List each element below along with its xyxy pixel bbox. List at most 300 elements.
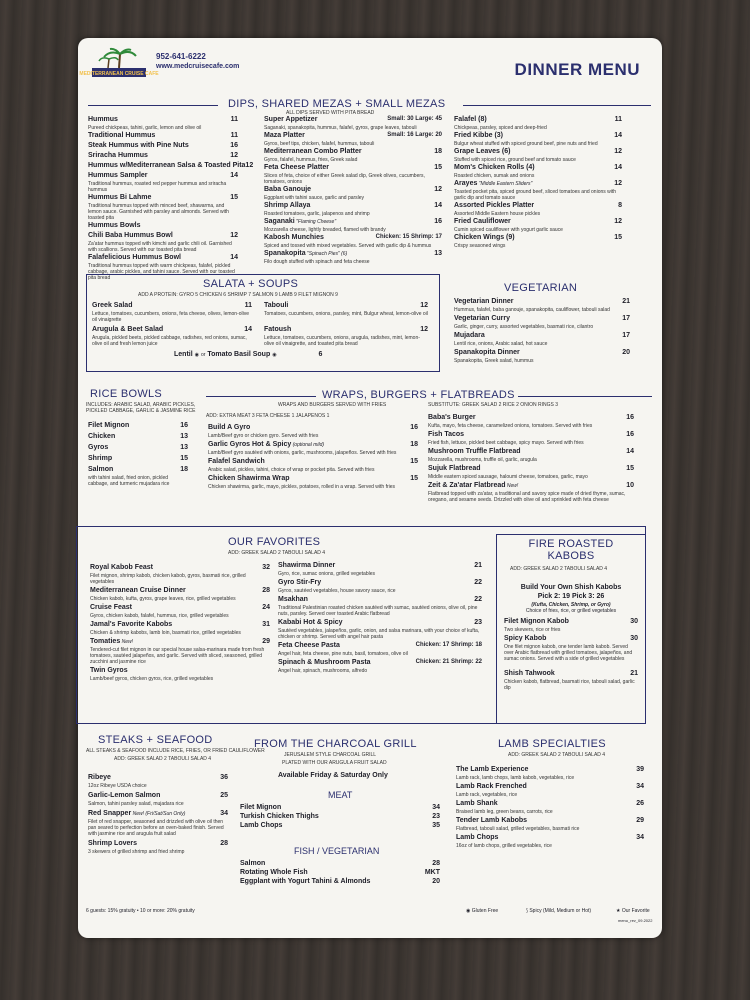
menu-item-name: Feta Cheese Platter xyxy=(264,164,329,171)
menu-item-price: 14 xyxy=(230,172,238,179)
menu-item-price: 35 xyxy=(432,822,440,829)
menu-item-name: Chicken xyxy=(88,433,116,440)
menu-item-description: Lettuce, tomatoes, cucumbers, onions, feta cheese, olives, lemon-olive oil vinaigrette xyxy=(92,311,250,323)
meat-title: MEAT xyxy=(328,790,353,800)
menu-item-description: Chicken kabob, flatbread, basmati rice, tabouli salad, garlic dip xyxy=(504,679,635,691)
menu-item xyxy=(88,172,238,179)
kabob-option-desc: Choice of fries, rice, or grilled vegetables xyxy=(525,608,617,614)
section-title-grill: FROM THE CHARCOAL GRILL xyxy=(254,738,417,750)
menu-item-price: 30 xyxy=(630,635,638,642)
menu-item-name: Baba's Burger xyxy=(428,414,476,421)
menu-item xyxy=(264,132,442,139)
menu-item-description: Traditional hummus, roasted red pepper hummus and sriracha hummus xyxy=(88,181,227,193)
menu-item-name: Mom's Chicken Rolls (4) xyxy=(454,164,535,171)
menu-item-price: 11 xyxy=(244,302,252,309)
wraps-add: ADD: EXTRA MEAT 3 FETA CHEESE 1 JALAPENOS 1 xyxy=(206,413,330,419)
menu-item xyxy=(264,164,442,171)
menu-item-price: 31 xyxy=(262,621,270,628)
menu-item-name: Filet Mignon xyxy=(88,422,130,429)
menu-item-name: Shawirma Dinner xyxy=(278,562,336,569)
menu-item-description: Angel hair, feta cheese, pine nuts, basil, tomatoes, olive oil xyxy=(278,651,408,657)
menu-item-description: Tendered-cut filet mignon in our special house salsa-marinara made from fresh tomatoes, sautéed jalapeños, and garlic. Served with sliced, seasoned, grilled zucchini and jasmine rice xyxy=(90,647,265,665)
menu-item-name: The Lamb Experience xyxy=(456,766,529,773)
menu-item xyxy=(264,218,442,225)
menu-item-name: Steak Hummus with Pine Nuts xyxy=(88,142,189,149)
menu-item-name: Msakhan xyxy=(278,596,308,603)
menu-item-price: 12 xyxy=(614,218,622,225)
menu-item-price: 15 xyxy=(180,455,188,462)
menu-item-description: Roasted tomatoes, garlic, jalapenos and shrimp xyxy=(264,211,370,217)
menu-item-price: 15 xyxy=(410,458,418,465)
menu-item-price: 14 xyxy=(614,164,622,171)
menu-item-price: 29 xyxy=(262,638,270,645)
gluten-free-icon: ◉ xyxy=(466,908,471,914)
menu-item xyxy=(504,635,638,642)
menu-item-description: Traditional hummus topped with warm chickpeas, falafel, pickled cabbage, arabic pickles, and tahini sauce. Served with our toasted pita bread xyxy=(88,263,235,281)
menu-item-name: Maza Platter xyxy=(264,132,305,139)
menu-item-name: Salmon xyxy=(88,466,114,473)
menu-item-price: 23 xyxy=(474,619,482,626)
menu-item xyxy=(90,667,270,674)
menu-item-name: Ribeye xyxy=(88,774,111,781)
menu-item-description: Mozzarella cheese, lightly breaded, flamed with brandy xyxy=(264,227,386,233)
menu-item-name: Saganaki "Flaming Cheese" xyxy=(264,218,337,225)
menu-item-name: Hummus Bi Lahme xyxy=(88,194,152,201)
menu-item-price: 39 xyxy=(636,766,644,773)
phone-number[interactable]: 952-641-6222 xyxy=(156,52,206,61)
menu-item-description: Lamb rack, vegetables, rice xyxy=(456,792,518,798)
menu-item-tag: "Spinach Pies" (6) xyxy=(305,251,348,257)
menu-item-price: 12 xyxy=(230,152,238,159)
divider xyxy=(463,105,651,106)
menu-item xyxy=(278,659,482,666)
menu-item-description: Eggplant with tahini sauce, garlic and parsley xyxy=(264,195,365,201)
menu-item-price: 16 xyxy=(180,422,188,429)
menu-item-description: Gyros, sautéed vegetables, house savory sauce, rice xyxy=(278,588,396,594)
menu-item xyxy=(428,448,634,455)
menu-item-price: 21 xyxy=(622,298,630,305)
menu-item xyxy=(208,424,418,431)
menu-item-price: Chicken: 21 Shrimp: 22 xyxy=(415,659,482,665)
menu-item-price: 22 xyxy=(474,596,482,603)
menu-item xyxy=(90,638,270,645)
menu-item-price: 16 xyxy=(410,424,418,431)
menu-item-price: 25 xyxy=(220,792,228,799)
menu-item-name: Chili Baba Hummus Bowl xyxy=(88,232,173,239)
menu-item xyxy=(92,326,252,333)
menu-item xyxy=(88,840,228,847)
lentil-soup: Lentil xyxy=(174,351,193,358)
menu-item-description: Chicken & shrimp kabobs, lamb loin, basmati rice, grilled vegetables xyxy=(90,630,241,636)
menu-item xyxy=(454,218,622,225)
menu-item-price: 16 xyxy=(434,218,442,225)
or-label: or xyxy=(200,352,206,358)
menu-item-price: 24 xyxy=(262,604,270,611)
menu-item-name: Tabouli xyxy=(264,302,289,309)
menu-item xyxy=(264,202,442,209)
menu-item-name: Tomaties New! xyxy=(90,638,133,645)
section-title-dips: DIPS, SHARED MEZAS + SMALL MEZAS xyxy=(228,98,446,110)
divider xyxy=(518,396,652,397)
menu-item-name: Chicken Wings (9) xyxy=(454,234,515,241)
menu-item-price: MKT xyxy=(424,869,440,876)
menu-item-name: Falafel Sandwich xyxy=(208,458,265,465)
menu-item-description: 16oz of lamb chops, grilled vegetables, rice xyxy=(456,843,552,849)
menu-item xyxy=(264,302,428,309)
menu-item xyxy=(240,869,440,876)
svg-text:MEDITERRANEAN CRUISE CAFE: MEDITERRANEAN CRUISE CAFE xyxy=(79,71,159,77)
menu-item-price: Chicken: 15 Shrimp: 17 xyxy=(375,234,442,240)
menu-item xyxy=(88,792,228,799)
menu-item xyxy=(88,254,238,261)
menu-item-description: Spanakopita, Greek salad, hummus xyxy=(454,358,534,364)
menu-item xyxy=(88,162,254,169)
menu-item-name: Filet Mignon xyxy=(240,804,282,811)
menu-item-name: Grape Leaves (6) xyxy=(454,148,511,155)
menu-item-price: 28 xyxy=(432,860,440,867)
menu-item-description: Crispy seasoned wings xyxy=(454,243,506,249)
menu-item xyxy=(90,564,270,571)
menu-item-price: 12 xyxy=(614,148,622,155)
menu-item-name: Fatoush xyxy=(264,326,292,333)
menu-item-name: Shrimp Lovers xyxy=(88,840,138,847)
menu-item-price: 12 xyxy=(245,162,254,169)
menu-item xyxy=(454,298,630,305)
menu-item-price: 12 xyxy=(434,186,442,193)
menu-item-name: Hummus w/Mediterranean Salsa & Toasted Pita xyxy=(88,162,246,169)
menu-item xyxy=(504,618,638,625)
menu-item xyxy=(278,562,482,569)
menu-item-description: Za'atar hummus topped with kimchi and garlic chili oil. Garnished with scallions. Served with our toasted pita bread xyxy=(88,241,232,253)
menu-item-name: Shish Tahwook xyxy=(504,670,555,677)
grill-sub1: JERUSALEM STYLE CHARCOAL GRILL xyxy=(284,752,377,758)
menu-item xyxy=(240,813,440,820)
menu-item-name: Spinach & Mushroom Pasta xyxy=(278,659,371,666)
menu-item-description: Middle eastern spiced sausage, haloumi cheese, tomatoes, garlic, mayo xyxy=(428,474,588,480)
menu-item-name: Hummus Sampler xyxy=(88,172,148,179)
menu-item-tag: New! (Fri/Sat/Sun Only) xyxy=(131,811,186,817)
menu-item xyxy=(454,315,630,322)
menu-item xyxy=(208,441,418,448)
menu-item-price: 20 xyxy=(432,878,440,885)
menu-item xyxy=(278,619,482,626)
menu-item xyxy=(88,152,238,159)
menu-item-price: 15 xyxy=(230,194,238,201)
menu-item-name: Sriracha Hummus xyxy=(88,152,148,159)
menu-item-description: Gyros, falafel, hummus, fries, Greek salad xyxy=(264,157,358,163)
menu-item-name: Lamb Shank xyxy=(456,800,498,807)
menu-item-description: Gyro, rice, sumac onions, grilled vegetables xyxy=(278,571,375,577)
menu-item-tag: New! xyxy=(505,483,519,489)
legend-favorite xyxy=(616,908,650,914)
menu-item xyxy=(88,116,238,123)
menu-item-description: 12oz Ribeye USDA choice xyxy=(88,783,147,789)
menu-item xyxy=(240,860,440,867)
menu-item xyxy=(264,326,428,333)
menu-item xyxy=(88,455,188,462)
menu-item-name: Assorted Pickles Platter xyxy=(454,202,535,209)
menu-item xyxy=(454,202,622,209)
menu-item-name: Shrimp Allaya xyxy=(264,202,311,209)
menu-item-name: Feta Cheese Pasta xyxy=(278,642,340,649)
menu-item-price: 14 xyxy=(626,448,634,455)
menu-item-price: 21 xyxy=(630,670,638,677)
menu-item-price: 28 xyxy=(262,587,270,594)
menu-item xyxy=(454,180,622,187)
grill-availability: Available Friday & Saturday Only xyxy=(278,772,388,779)
menu-item-name: Falafel (8) xyxy=(454,116,487,123)
menu-item xyxy=(92,302,252,309)
fish-title: FISH / VEGETARIAN xyxy=(294,846,380,856)
menu-item-price: Small: 30 Large: 45 xyxy=(387,116,442,122)
menu-item-name: Twin Gyros xyxy=(90,667,128,674)
steaks-sub1: ALL STEAKS & SEAFOOD INCLUDE RICE, FRIES, OR FRIED CAULIFLOWER xyxy=(86,748,265,754)
star-icon: ★ xyxy=(616,908,621,914)
menu-item-description: Cumin spiced cauliflower with yogurt garlic sauce xyxy=(454,227,563,233)
menu-item xyxy=(88,132,238,139)
menu-item-name: Traditional Hummus xyxy=(88,132,156,139)
menu-item-description: Braised lamb leg, green beans, carrots, rice xyxy=(456,809,553,815)
menu-item-description: Spiced and tossed with mixed vegetables. Served with garlic dip & hummus xyxy=(264,243,432,249)
menu-item xyxy=(90,587,270,594)
menu-item xyxy=(454,332,630,339)
menu-item-price: Chicken: 17 Shrimp: 18 xyxy=(415,642,482,648)
menu-item-price: 15 xyxy=(626,465,634,472)
menu-item-name: Rotating Whole Fish xyxy=(240,869,308,876)
menu-item-description: Gyros, beef tips, chicken, falafel, hummus, tabouli xyxy=(264,141,375,147)
menu-item-price: 15 xyxy=(434,164,442,171)
menu-item xyxy=(456,783,644,790)
menu-item-description: Flatbread, tabouli salad, grilled vegetables, basmati rice xyxy=(456,826,580,832)
menu-item xyxy=(454,116,622,123)
menu-item-price: 12 xyxy=(420,302,428,309)
menu-item-description: with tahini salad, fried onion, pickled cabbage, and turmeric mujadara rice xyxy=(88,475,170,487)
menu-item-description: Filo dough stuffed with spinach and feta cheese xyxy=(264,259,370,265)
menu-item-description: Lamb/Beef gyro sautéed with onions, garlic, mushrooms, jalapeños. Served with fries xyxy=(208,450,397,456)
website-link[interactable]: www.medcruisecafe.com xyxy=(156,63,240,70)
menu-item xyxy=(208,475,418,482)
soup-price: 6 xyxy=(318,351,323,358)
menu-item xyxy=(454,132,622,139)
wraps-subtitle: WRAPS AND BURGERS SERVED WITH FRIES xyxy=(278,402,387,408)
menu-item-name: Gyro Stir-Fry xyxy=(278,579,322,586)
menu-item-name: Fried Kibbe (3) xyxy=(454,132,504,139)
menu-item xyxy=(240,878,440,885)
menu-item-price: 34 xyxy=(636,783,644,790)
menu-item-description: Lettuce, tomatoes, cucumbers, onions, arugula, radishes, mint, lemon-olive oil vinaigrette, and toasted pita bread xyxy=(264,335,420,347)
menu-item-name: Mediterranean Cruise Dinner xyxy=(90,587,186,594)
menu-item-price: 16 xyxy=(626,431,634,438)
menu-item-price: 34 xyxy=(220,810,228,817)
menu-item-description: Traditional Palestinian roasted chicken sautéed with sumac, sautéed onions, olive oil, pine nuts, parsley. Served over toasted Arabic flatbread xyxy=(278,605,478,617)
section-title-favorites: OUR FAVORITES xyxy=(228,536,321,548)
grill-sub2: PLATED WITH OUR ARUGULA FRUIT SALAD xyxy=(282,760,387,766)
legend-spicy-label: Spicy (Mild, Medium or Hot) xyxy=(529,908,592,914)
menu-item-description: Roasted chicken, sumak and onions xyxy=(454,173,535,179)
menu-item-description: Salmon, tahini parsley salad, mujadara rice xyxy=(88,801,184,807)
menu-item xyxy=(90,604,270,611)
menu-item-price: 11 xyxy=(230,132,238,139)
menu-item-description: Filet of red snapper, seasoned and drizzled with olive oil then pan seared to perfection before an oven-baked finish. Served with jasmine rice and arugula fruit salad xyxy=(88,819,224,837)
menu-item-price: 22 xyxy=(474,579,482,586)
menu-item-description: Lamb rack, lamb chops, lamb kabob, vegetables, rice xyxy=(456,775,575,781)
menu-item-name: Baba Ganouje xyxy=(264,186,312,193)
menu-item-description: Sautéed vegetables, jalapeños, garlic, onion, and salsa marinara, with your choice of kufta, chicken or shrimp. Served with angel hair pasta xyxy=(278,628,480,640)
menu-item-name: Greek Salad xyxy=(92,302,133,309)
menu-item-price: 30 xyxy=(630,618,638,625)
menu-item-description: Arugula, pickled beets, pickled cabbage, radishes, red onions, sumac, olive oil and fresh lemon juice xyxy=(92,335,247,347)
menu-item-price: 34 xyxy=(636,834,644,841)
menu-item-name: Falafelicious Hummus Bowl xyxy=(88,254,181,261)
legend-fav-label: Our Favorite xyxy=(621,908,650,914)
menu-item xyxy=(456,834,644,841)
menu-item-name: Mujadara xyxy=(454,332,485,339)
menu-item-name: Sujuk Flatbread xyxy=(428,465,481,472)
menu-item-name: Cruise Feast xyxy=(90,604,133,611)
legend-gf-label: Gluten Free xyxy=(471,908,499,914)
menu-item-name: Vegetarian Dinner xyxy=(454,298,514,305)
menu-item-name: Spanakopita "Spinach Pies" (6) xyxy=(264,250,348,257)
menu-item-price: 8 xyxy=(618,202,622,209)
menu-item-name: Vegetarian Curry xyxy=(454,315,511,322)
soup-line: Lentil ◉ or Tomato Basil Soup ◉ 6 xyxy=(174,351,323,358)
menu-item-price: 18 xyxy=(180,466,188,473)
menu-item-description: Assorted Middle Eastern house pickles xyxy=(454,211,541,217)
menu-item xyxy=(504,670,638,677)
menu-item-description: Gyros, chicken kabob, falafel, hummus, rice, grilled vegetables xyxy=(90,613,229,619)
menu-item-description: Tomatoes, cucumbers, onions, parsley, mint, Bulgur wheat, lemon-olive oil xyxy=(264,311,428,317)
menu-item-name: Red Snapper New! (Fri/Sat/Sun Only) xyxy=(88,810,186,817)
palm-tree-logo xyxy=(79,48,159,78)
menu-item-name: Super Appetizer xyxy=(264,116,318,123)
menu-item xyxy=(278,579,482,586)
menu-item-description: Slices of feta, choice of either Greek salad dip, Greek olives, cucumbers, tomatoes, onions xyxy=(264,173,425,185)
menu-item-name: Spicy Kabob xyxy=(504,635,547,642)
menu-item-description: Garlic, ginger, curry, assorted vegetables, basmati rice, cilantro xyxy=(454,324,594,330)
menu-item xyxy=(88,433,188,440)
menu-item xyxy=(264,234,442,241)
menu-item-name: Shrimp xyxy=(88,455,113,462)
menu-item-price: 16 xyxy=(626,414,634,421)
menu-item-name: Kababi Hot & Spicy xyxy=(278,619,343,626)
menu-item-name: Hummus xyxy=(88,116,118,123)
gratuity-note: 6 guests: 15% gratuity • 10 or more: 20% gratuity xyxy=(86,908,195,914)
menu-item-description: Arabic salad, pickles, tahini, choice of wrap or pocket pita. Served with fries xyxy=(208,467,375,473)
menu-item-description: Fried fish, lettuce, pickled beet cabbage, spicy mayo. Served with fries xyxy=(428,440,584,446)
menu-item-description: Kufta, mayo, feta cheese, caramelized onions, tomatoes. Served with fries xyxy=(428,423,593,429)
kabob-options: (Kufta, Chicken, Shrimp, or Gyro) xyxy=(531,602,611,608)
menu-item-price: 28 xyxy=(220,840,228,847)
menu-item-price: 11 xyxy=(230,116,238,123)
menu-item-tag: (optional mild) xyxy=(291,442,325,448)
menu-item-name: Tender Lamb Kabobs xyxy=(456,817,528,824)
menu-item-price: 20 xyxy=(622,349,630,356)
section-title-lamb: LAMB SPECIALTIES xyxy=(498,738,606,750)
menu-item-name: Spanakopita Dinner xyxy=(454,349,520,356)
menu-item-price: 18 xyxy=(434,148,442,155)
menu-item-description: Chicken shawirma, garlic, mayo, pickles, potatoes, rolled in a wrap. Served with fries xyxy=(208,484,396,490)
menu-item-description: Toasted pocket pita, spiced ground beef, sliced tomatoes and onions with garlic dip and tomato sauce xyxy=(454,189,617,201)
menu-item-price: 14 xyxy=(244,326,252,333)
menu-item-price: 23 xyxy=(432,813,440,820)
menu-item xyxy=(278,642,482,649)
menu-item-name: Garlic Gyros Hot & Spicy (optional mild) xyxy=(208,441,325,448)
pick-prices: Pick 2: 19 Pick 3: 26 xyxy=(537,593,605,600)
menu-item-name: Royal Kabob Feast xyxy=(90,564,154,571)
menu-item-description: Hummus, falafel, baba ganouje, spanakopita, cauliflower, tabouli salad xyxy=(454,307,610,313)
menu-item-price: 15 xyxy=(614,234,622,241)
menu-item xyxy=(88,142,238,149)
section-title-salata: SALATA + SOUPS xyxy=(203,278,299,290)
menu-item-description: Lamb/Beef gyro or chicken gyro. Served with fries xyxy=(208,433,319,439)
menu-item-description: One filet mignon kabob, one tender lamb kabob. Served over Arabic flatbread with grilled tomatoes, jalapeños, and sumac onions. Served with a side of grilled vegetables xyxy=(504,644,633,662)
menu-item-description: Lentil rice, onions, Arabic salad, hot sauce xyxy=(454,341,548,347)
menu-item-price: 15 xyxy=(410,475,418,482)
menu-item xyxy=(456,766,644,773)
menu-item xyxy=(208,458,418,465)
menu-item xyxy=(428,482,634,489)
section-title-rice: RICE BOWLS xyxy=(90,388,163,400)
menu-item-description: Traditional hummus topped with minced beef, shawarma, and lemon sauce. Garnished with parsley and almonds. Served with toasted pita xyxy=(88,203,229,221)
menu-item xyxy=(454,234,622,241)
menu-item xyxy=(240,804,440,811)
section-title-wraps: WRAPS, BURGERS + FLATBREADS xyxy=(322,389,515,401)
menu-item-price: 11 xyxy=(614,116,622,123)
menu-item-name: Garlic-Lemon Salmon xyxy=(88,792,161,799)
menu-item xyxy=(264,250,442,257)
menu-item-name: Hummus Bowls xyxy=(88,222,141,229)
lamb-add: ADD: GREEK SALAD 2 TABOULI SALAD 4 xyxy=(508,752,606,758)
menu-item xyxy=(88,222,238,229)
menu-item-description: Saganaki, spanakopita, hummus, falafel, gyros, grape leaves, tabouli xyxy=(264,125,417,131)
menu-item xyxy=(88,444,188,451)
menu-item-price: 29 xyxy=(636,817,644,824)
menu-item-name: Arayes "Middle Eastern Sliders" xyxy=(454,180,533,187)
menu-item-price: 14 xyxy=(230,254,238,261)
menu-item-price: 12 xyxy=(420,326,428,333)
steaks-sub2: ADD: GREEK SALAD 2 TABOULI SALAD 4 xyxy=(114,756,212,762)
menu-item-description: Mozzarella, mushrooms, truffle oil, garlic, arugula xyxy=(428,457,537,463)
menu-item-price: 16 xyxy=(230,142,238,149)
menu-item-name: Kabosh Munchies xyxy=(264,234,324,241)
menu-item-price: 17 xyxy=(622,332,630,339)
menu-item-name: Turkish Chicken Thighs xyxy=(240,813,319,820)
menu-item-name: Chicken Shawirma Wrap xyxy=(208,475,290,482)
menu-item-description: Two skewers, rice or fries xyxy=(504,627,561,633)
menu-item-description: Chicken kabob, kufta, gyros, grape leaves, rice, grilled vegetables xyxy=(90,596,236,602)
section-title-steaks: STEAKS + SEAFOOD xyxy=(98,734,213,746)
menu-item-price: 13 xyxy=(180,444,188,451)
menu-item xyxy=(88,466,188,473)
menu-item-description: Chickpeas, parsley, spiced and deep-fried xyxy=(454,125,547,131)
menu-item xyxy=(264,186,442,193)
menu-item xyxy=(88,774,228,781)
menu-item xyxy=(456,800,644,807)
menu-item xyxy=(264,116,442,123)
menu-item xyxy=(240,822,440,829)
menu-item-description: Lamb/beef gyros, chicken gyros, rice, grilled vegetables xyxy=(90,676,214,682)
menu-item-name: Filet Mignon Kabob xyxy=(504,618,569,625)
menu-item-name: Arugula & Beet Salad xyxy=(92,326,164,333)
menu-item-description: Angel hair, spinach, mushrooms, alfredo xyxy=(278,668,368,674)
menu-item-price: 14 xyxy=(434,202,442,209)
menu-item-price: 17 xyxy=(622,315,630,322)
menu-item xyxy=(88,194,238,201)
fire-add: ADD: GREEK SALAD 2 TABOULI SALAD 4 xyxy=(510,566,608,572)
menu-item-price: 13 xyxy=(434,250,442,257)
menu-item-description: 3 skewers of grilled shrimp and fried shrimp xyxy=(88,849,185,855)
menu-item-name: Build A Gyro xyxy=(208,424,251,431)
